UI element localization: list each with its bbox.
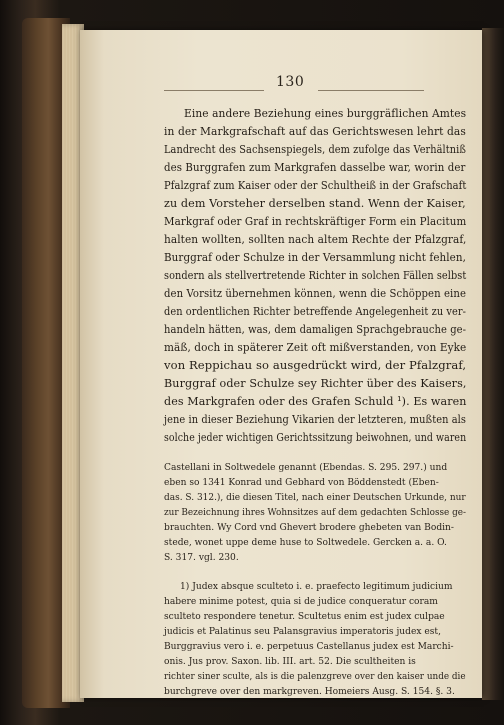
body-line: Eine andere Beziehung eines burggräflichen Amtes [184, 106, 467, 120]
footnote-line: onis. Jus prov. Saxon. lib. III. art. 52. Die scultheiten is [164, 657, 416, 667]
book-page [80, 30, 482, 698]
footnote-line: habere minime potest, quia si de judice conqueratur coram [164, 597, 438, 607]
header-rule-left [164, 90, 264, 91]
body-line: des Burggrafen zum Markgrafen dasselbe war, worin der [164, 160, 466, 174]
footnote-line: Burggravius vero i. e. perpetuus Castellanus judex est Marchi- [164, 642, 454, 652]
footnote-line: richter siner sculte, als is die palenzgreve over den kaiser unde die [164, 672, 466, 682]
footnote-line: stede, wonet uppe deme huse to Soltwedele. Gercken a. a. O. [164, 538, 447, 548]
body-line: halten wollten, sollten nach altem Rechte der Pfalzgraf, [164, 232, 467, 246]
body-line: Burggraf oder Schulze in der Versammlung nicht fehlen, [164, 250, 466, 264]
body-line: Pfalzgraf zum Kaiser oder der Schultheiß in der Grafschaft [164, 178, 467, 192]
body-line: handeln hätten, was, dem damaligen Sprachgebrauche ge- [164, 322, 467, 336]
body-line: von Reppichau so ausgedrückt wird, der Pfalzgraf, [164, 358, 467, 372]
footnote-line: 1) Judex absque sculteto i. e. praefecto legitimum judicium [180, 582, 453, 592]
body-line: den ordentlichen Richter betreffende Angelegenheit zu ver- [164, 304, 467, 318]
footnote-line: judicis et Palatinus seu Palansgravius imperatoris judex est, [164, 627, 441, 637]
footnote-line: S. 317. vgl. 230. [164, 553, 239, 563]
footnote-line: eben so 1341 Konrad und Gebhard von Böddenstedt (Eben- [164, 478, 439, 488]
footnote-line: brauchten. Wy Cord vnd Ghevert brodere ghebeten van Bodin- [164, 523, 454, 533]
body-line: Burggraf oder Schulze sey Richter über des Kaisers, [164, 376, 467, 390]
body-line: Landrecht des Sachsenspiegels, dem zufolge das Verhältniß [164, 142, 466, 156]
body-line: zu dem Vorsteher derselben stand. Wenn der Kaiser, [164, 196, 466, 210]
header-rule-right [318, 90, 424, 91]
body-line: mäß, doch in späterer Zeit oft mißverstanden, von Eyke [164, 340, 467, 354]
page-number: 130 [276, 74, 305, 90]
footnote-line: Castellani in Soltwedele genannt (Ebendas. S. 295. 297.) und [164, 463, 448, 473]
facing-page-edge [482, 28, 504, 700]
body-line: in der Markgrafschaft auf das Gerichtswesen lehrt das [164, 124, 466, 138]
body-line: jene in dieser Beziehung Vikarien der letzteren, mußten als [164, 412, 466, 426]
footnote-line: zur Bezeichnung ihres Wohnsitzes auf dem gedachten Schlosse ge- [164, 508, 467, 518]
footnote-line: das. S. 312.), die diesen Titel, nach einer Deutschen Urkunde, nur [164, 493, 466, 503]
body-line: des Markgrafen oder des Grafen Schuld ¹). Es waren [164, 394, 467, 408]
body-line: Markgraf oder Graf in rechtskräftiger Form ein Placitum [164, 214, 467, 228]
body-line: sondern als stellvertretende Richter in solchen Fällen selbst [164, 268, 467, 282]
footnote-line: sculteto respondere tenetur. Scultetus enim est judex culpae [164, 612, 445, 622]
body-line: solche jeder wichtigen Gerichtssitzung beiwohnen, und waren [164, 430, 467, 444]
body-line: den Vorsitz übernehmen können, wenn die Schöppen eine [164, 286, 466, 300]
footnote-line: burchgreve over den markgreven. Homeiers Ausg. S. 154. §. 3. [164, 687, 455, 697]
